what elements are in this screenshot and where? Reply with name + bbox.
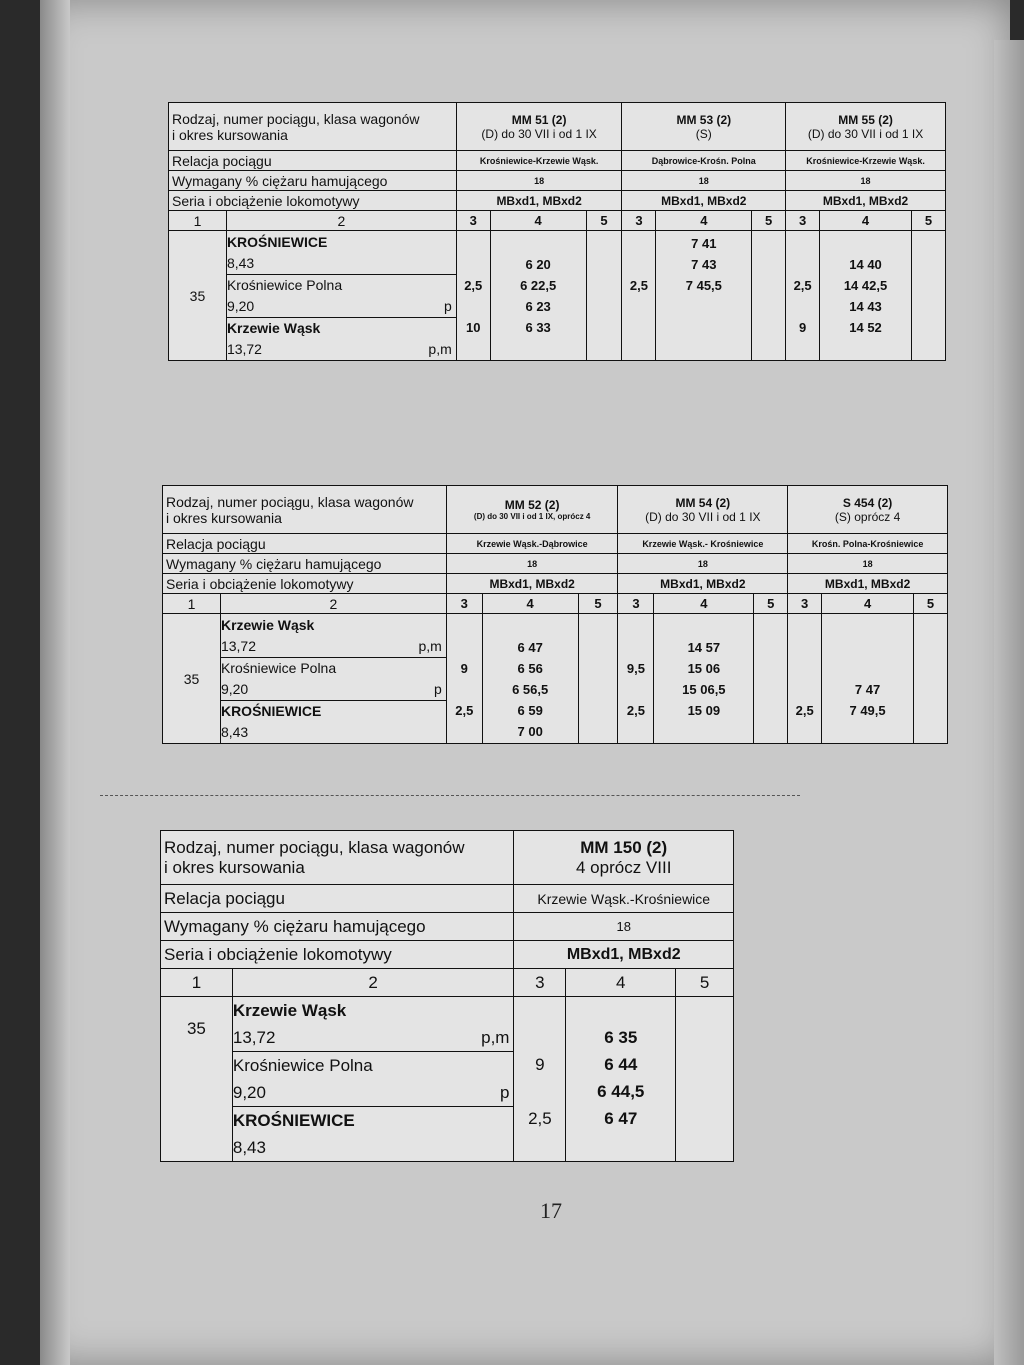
station-name: Krzewie Wąsk [227, 317, 456, 339]
empty-cell [754, 614, 788, 744]
column-number: 3 [618, 594, 654, 614]
header-label-relation: Relacja pociągu [163, 534, 447, 554]
page-stack-edge [994, 40, 1024, 1365]
header-label-brake: Wymagany % ciężaru hamującego [169, 171, 457, 191]
header-label-relation: Relacja pociągu [169, 151, 457, 171]
column-number: 4 [820, 211, 912, 231]
train-title-cell: MM 53 (2) (S) [622, 103, 786, 151]
km-block: 35 [169, 231, 227, 361]
column-number: 3 [788, 594, 822, 614]
station-name: KROŚNIEWICE [233, 1106, 514, 1134]
train-loco: MBxd1, MBxd2 [788, 574, 948, 594]
header-label-brake: Wymagany % ciężaru hamującego [161, 913, 514, 941]
distance-cell: 9 2,5 [446, 614, 482, 744]
column-number: 5 [586, 211, 622, 231]
train-title-cell: MM 51 (2) (D) do 30 VII i od 1 IX [456, 103, 622, 151]
column-number: 2 [232, 969, 514, 997]
timetable-1 [168, 102, 946, 361]
time-cell: 6 35 6 44 6 44,5 6 47 [566, 997, 676, 1162]
station-name: Krośniewice Polna [221, 657, 446, 679]
header-label-train-type: Rodzaj, numer pociągu, klasa wagonów i okres kursowania [161, 831, 514, 885]
train-title-cell: S 454 (2) (S) oprócz 4 [788, 486, 948, 534]
station-km: 9,20 p [226, 297, 452, 314]
station-km: 8,43 [220, 723, 249, 740]
train-brake: 18 [456, 171, 622, 191]
station-name: Krzewie Wąsk [220, 616, 315, 633]
header-label-relation: Relacja pociągu [161, 885, 514, 913]
column-number: 4 [490, 211, 586, 231]
column-number: 3 [786, 211, 820, 231]
distance-cell: 9,5 2,5 [618, 614, 654, 744]
time-cell: 7 47 7 49,5 [822, 614, 914, 744]
station-km: 13,72 p,m [232, 1028, 510, 1047]
column-number: 4 [566, 969, 676, 997]
header-label-loco: Seria i obciążenie lokomotywy [163, 574, 447, 594]
km-block: 35 [161, 997, 233, 1162]
column-number: 4 [822, 594, 914, 614]
column-number: 5 [676, 969, 734, 997]
distance-cell: 2,5 10 [456, 231, 490, 361]
station-list [226, 231, 456, 361]
station-name: Krzewie Wąsk [232, 1001, 347, 1020]
train-loco: MBxd1, MBxd2 [622, 191, 786, 211]
column-number: 5 [911, 211, 945, 231]
time-cell: 7 41 7 43 7 45,5 [656, 231, 752, 361]
train-relation: Krośniewice-Krzewie Wąsk. [456, 151, 622, 171]
page-number: 17 [540, 1198, 562, 1223]
station-km: 9,20 p [232, 1083, 510, 1102]
empty-cell [578, 614, 618, 744]
station-name: KROŚNIEWICE [221, 700, 446, 722]
header-label-train-type: Rodzaj, numer pociągu, klasa wagonów i okres kursowania [169, 103, 457, 151]
station-km: 13,72 p,m [226, 340, 452, 357]
column-number: 5 [754, 594, 788, 614]
train-brake: 18 [786, 171, 946, 191]
column-number: 4 [482, 594, 578, 614]
train-loco: MBxd1, MBxd2 [786, 191, 946, 211]
empty-cell [586, 231, 622, 361]
train-brake: 18 [514, 913, 734, 941]
header-label-train-type: Rodzaj, numer pociągu, klasa wagonów i okres kursowania [163, 486, 447, 534]
station-list [220, 614, 446, 744]
empty-cell [913, 614, 947, 744]
column-number: 4 [654, 594, 754, 614]
distance-cell: 2,5 9 [786, 231, 820, 361]
distance-cell: 2,5 [622, 231, 656, 361]
timetable-3 [160, 830, 734, 1162]
train-title-cell: MM 52 (2) (D) do 30 VII i od 1 IX, oprócz 4 [446, 486, 618, 534]
column-number: 3 [622, 211, 656, 231]
train-brake: 18 [618, 554, 788, 574]
time-cell: 6 47 6 56 6 56,5 6 59 7 00 [482, 614, 578, 744]
train-loco: MBxd1, MBxd2 [456, 191, 622, 211]
train-brake: 18 [446, 554, 618, 574]
train-title-cell: MM 150 (2) 4 oprócz VIII [514, 831, 734, 885]
train-relation: Krośn. Polna-Krośniewice [788, 534, 948, 554]
timetable-2 [162, 485, 948, 744]
time-cell: 14 40 14 42,5 14 43 14 52 [820, 231, 912, 361]
dashed-divider [100, 795, 800, 796]
train-brake: 18 [622, 171, 786, 191]
header-label-brake: Wymagany % ciężaru hamującego [163, 554, 447, 574]
empty-cell [676, 997, 734, 1162]
header-label-loco: Seria i obciążenie lokomotywy [161, 941, 514, 969]
header-label-loco: Seria i obciążenie lokomotywy [169, 191, 457, 211]
train-brake: 18 [788, 554, 948, 574]
column-number: 1 [163, 594, 221, 614]
train-relation: Dąbrowice-Krośn. Polna [622, 151, 786, 171]
train-loco: MBxd1, MBxd2 [446, 574, 618, 594]
empty-cell [911, 231, 945, 361]
column-number: 5 [578, 594, 618, 614]
station-km: 9,20 p [220, 680, 442, 697]
distance-cell: 2,5 [788, 614, 822, 744]
column-number: 2 [220, 594, 446, 614]
km-block: 35 [163, 614, 221, 744]
column-number: 3 [446, 594, 482, 614]
train-title-cell: MM 55 (2) (D) do 30 VII i od 1 IX [786, 103, 946, 151]
train-relation: Krzewie Wąsk.-Dąbrowice [446, 534, 618, 554]
station-km: 8,43 [232, 1138, 266, 1157]
train-title-cell: MM 54 (2) (D) do 30 VII i od 1 IX [618, 486, 788, 534]
column-number: 4 [656, 211, 752, 231]
time-cell: 6 20 6 22,5 6 23 6 33 [490, 231, 586, 361]
train-loco: MBxd1, MBxd2 [618, 574, 788, 594]
station-name: Krośniewice Polna [227, 274, 456, 296]
train-loco: MBxd1, MBxd2 [514, 941, 734, 969]
column-number: 2 [226, 211, 456, 231]
train-relation: Krzewie Wąsk.-Krośniewice [514, 885, 734, 913]
column-number: 1 [169, 211, 227, 231]
station-list [232, 997, 514, 1162]
station-name: KROŚNIEWICE [226, 233, 328, 250]
empty-cell [752, 231, 786, 361]
column-number: 3 [456, 211, 490, 231]
station-km: 13,72 p,m [220, 637, 442, 654]
column-number: 5 [913, 594, 947, 614]
station-km: 8,43 [226, 254, 255, 271]
time-cell: 14 57 15 06 15 06,5 15 09 [654, 614, 754, 744]
distance-cell: 9 2,5 [514, 997, 566, 1162]
train-relation: Krzewie Wąsk.- Krośniewice [618, 534, 788, 554]
column-number: 3 [514, 969, 566, 997]
train-relation: Krośniewice-Krzewie Wąsk. [786, 151, 946, 171]
column-number: 5 [752, 211, 786, 231]
column-number: 1 [161, 969, 233, 997]
station-name: Krośniewice Polna [233, 1051, 514, 1079]
page-binding-shadow [40, 0, 70, 1365]
